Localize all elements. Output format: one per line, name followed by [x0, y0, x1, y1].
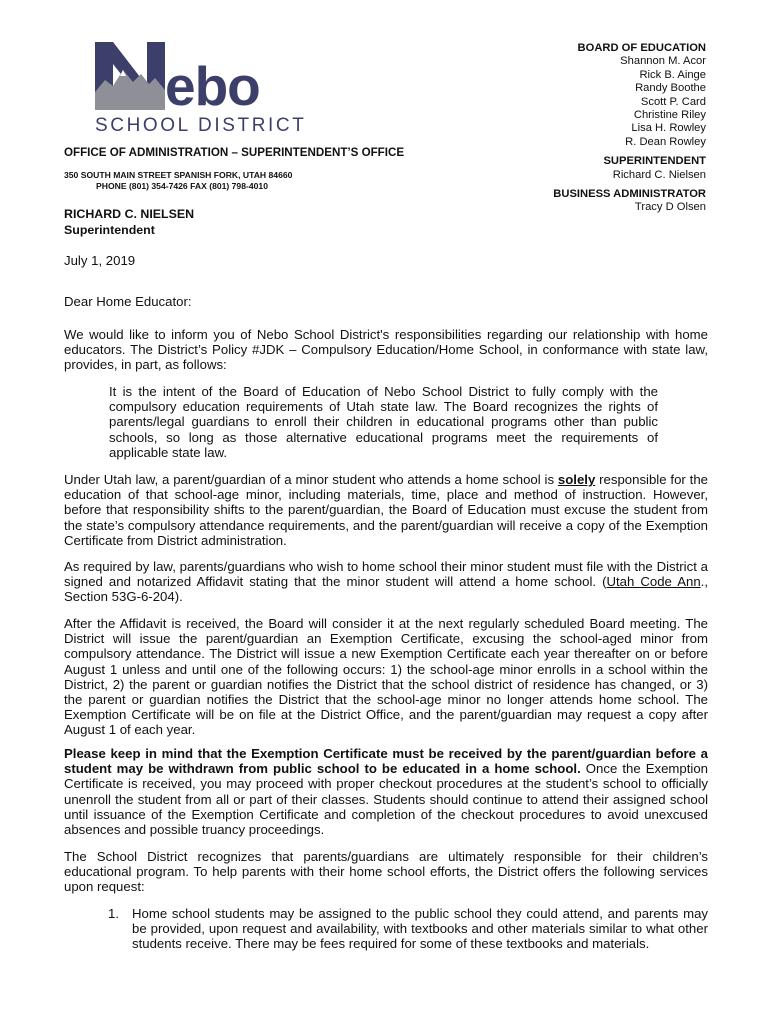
board-member: Randy Boothe [635, 82, 706, 95]
paragraph-exemption: After the Affidavit is received, the Board will consider it at the next regularly scheduled Board meeting. The District will issue the parent/guardian an Exemption Certificate, excusing the school-aged minor from compulsory attendance. The District will issue a new Exemption Certificate each year thereafter on or before August 1 unless and until one of the following occurs: 1) the school-age minor enrolls in a school within the District, 2) the parent or guardian notifies the District that the school district of residence has changed, or 3) the parent or guardian notifies the District that the school-age minor no longer attends home school. The Exemption Certificate will be on file at the District Office, and the parent/guardian may request a copy after August 1 of each year. [64, 616, 708, 738]
superintendent-listing: Richard C. Nielsen [612, 168, 706, 181]
paragraph-utah-law [64, 472, 708, 548]
p5-text: Once the Exemption Certificate is received, you may proceed with proper checkout procedures at the student’s school to officially unenroll the student from all or part of their classes. Students should continue to attend their assigned school until issuance of the Exemption Certificate and completion of the checkout procedures to avoid unexcused absences and possible truancy proceedings. [64, 761, 708, 838]
p5-bold-notice: Please keep in mind that the Exemption Certificate must be received by the parent/guardian before a student may be withdrawn from public school to be educated in a home school. [64, 746, 708, 777]
superintendent-title: Superintendent [64, 223, 155, 237]
business-admin-heading: BUSINESS ADMINISTRATOR [553, 188, 706, 201]
office-title: OFFICE OF ADMINISTRATION – SUPERINTENDENT’S OFFICE [64, 146, 405, 159]
paragraph-withdrawal [64, 746, 708, 837]
office-phone: PHONE (801) 354-7426 FAX (801) 798-4010 [96, 181, 268, 191]
district-logo [95, 40, 310, 138]
utah-code-link[interactable]: Utah Code Ann [606, 574, 701, 590]
board-member: Lisa H. Rowley [631, 122, 706, 135]
list-item-text: Home school students may be assigned to the public school they could attend, and parents may be provided, upon request and availability, with textbooks and other materials similar to what other students receive. There may be fees required for some of these textbooks and materials. [132, 906, 708, 952]
paragraph-affidavit [64, 559, 708, 605]
board-heading: BOARD OF EDUCATION [577, 42, 706, 54]
p2-emphasis: solely [557, 472, 596, 487]
logo-wordmark: ebo [165, 55, 260, 117]
paragraph-services: The School District recognizes that parents/guardians are ultimately responsible for their children’s educational program. To help parents with their home school efforts, the District offers the following services upon request: [64, 849, 708, 895]
p2-text-b: responsible for the education of that school-age minor, including materials, time, place and method of instruction. However, before that responsibility shifts to the parent/guardian, the Board of Education must excuse the student from the state’s compulsory attendance requirements, and the parent/guardian will receive a copy of the Exemption Certificate from District administration. [64, 472, 708, 548]
board-member: Rick B. Ainge [639, 68, 706, 81]
letter-greeting: Dear Home Educator: [64, 294, 192, 309]
p3-text-a: As required by law, parents/guardians who wish to home school their minor student must file with the District a signed and notarized Affidavit stating that the minor student will attend a home school. ( [64, 559, 708, 590]
paragraph-intro: We would like to inform you of Nebo School District's responsibilities regarding our relationship with home educators. The District’s Policy #JDK – Compulsory Education/Home School, in conformance with state law, provides, in part, as follows: [64, 327, 708, 373]
letter-date: July 1, 2019 [64, 253, 136, 268]
policy-quote: It is the intent of the Board of Education of Nebo School District to fully comply with the compulsory education requirements of Utah state law. The Board recognizes the rights of parents/legal guardians to enroll their children in educational programs other than public schools, so long as those alternative educational programs meet the requirements of applicable state law. [109, 384, 658, 460]
superintendent-name: RICHARD C. NIELSEN [64, 207, 195, 221]
p3-text-b: ., Section 53G-6-204). [64, 574, 708, 605]
board-member: Scott P. Card [640, 95, 706, 108]
nebo-mountain-n-icon [95, 40, 175, 112]
list-item-number: 1. [108, 906, 119, 921]
board-column [553, 42, 706, 215]
board-member: R. Dean Rowley [625, 135, 706, 148]
board-member: Shannon M. Acor [620, 55, 706, 68]
office-address: 350 SOUTH MAIN STREET SPANISH FORK, UTAH 84660 [64, 170, 293, 180]
p2-text-a: Under Utah law, a parent/guardian of a minor student who attends a home school is [64, 472, 558, 487]
business-admin-name: Tracy D Olsen [634, 201, 706, 214]
logo-subtitle: SCHOOL DISTRICT [95, 115, 307, 136]
superintendent-heading: SUPERINTENDENT [603, 155, 706, 168]
board-member: Christine Riley [633, 109, 706, 122]
